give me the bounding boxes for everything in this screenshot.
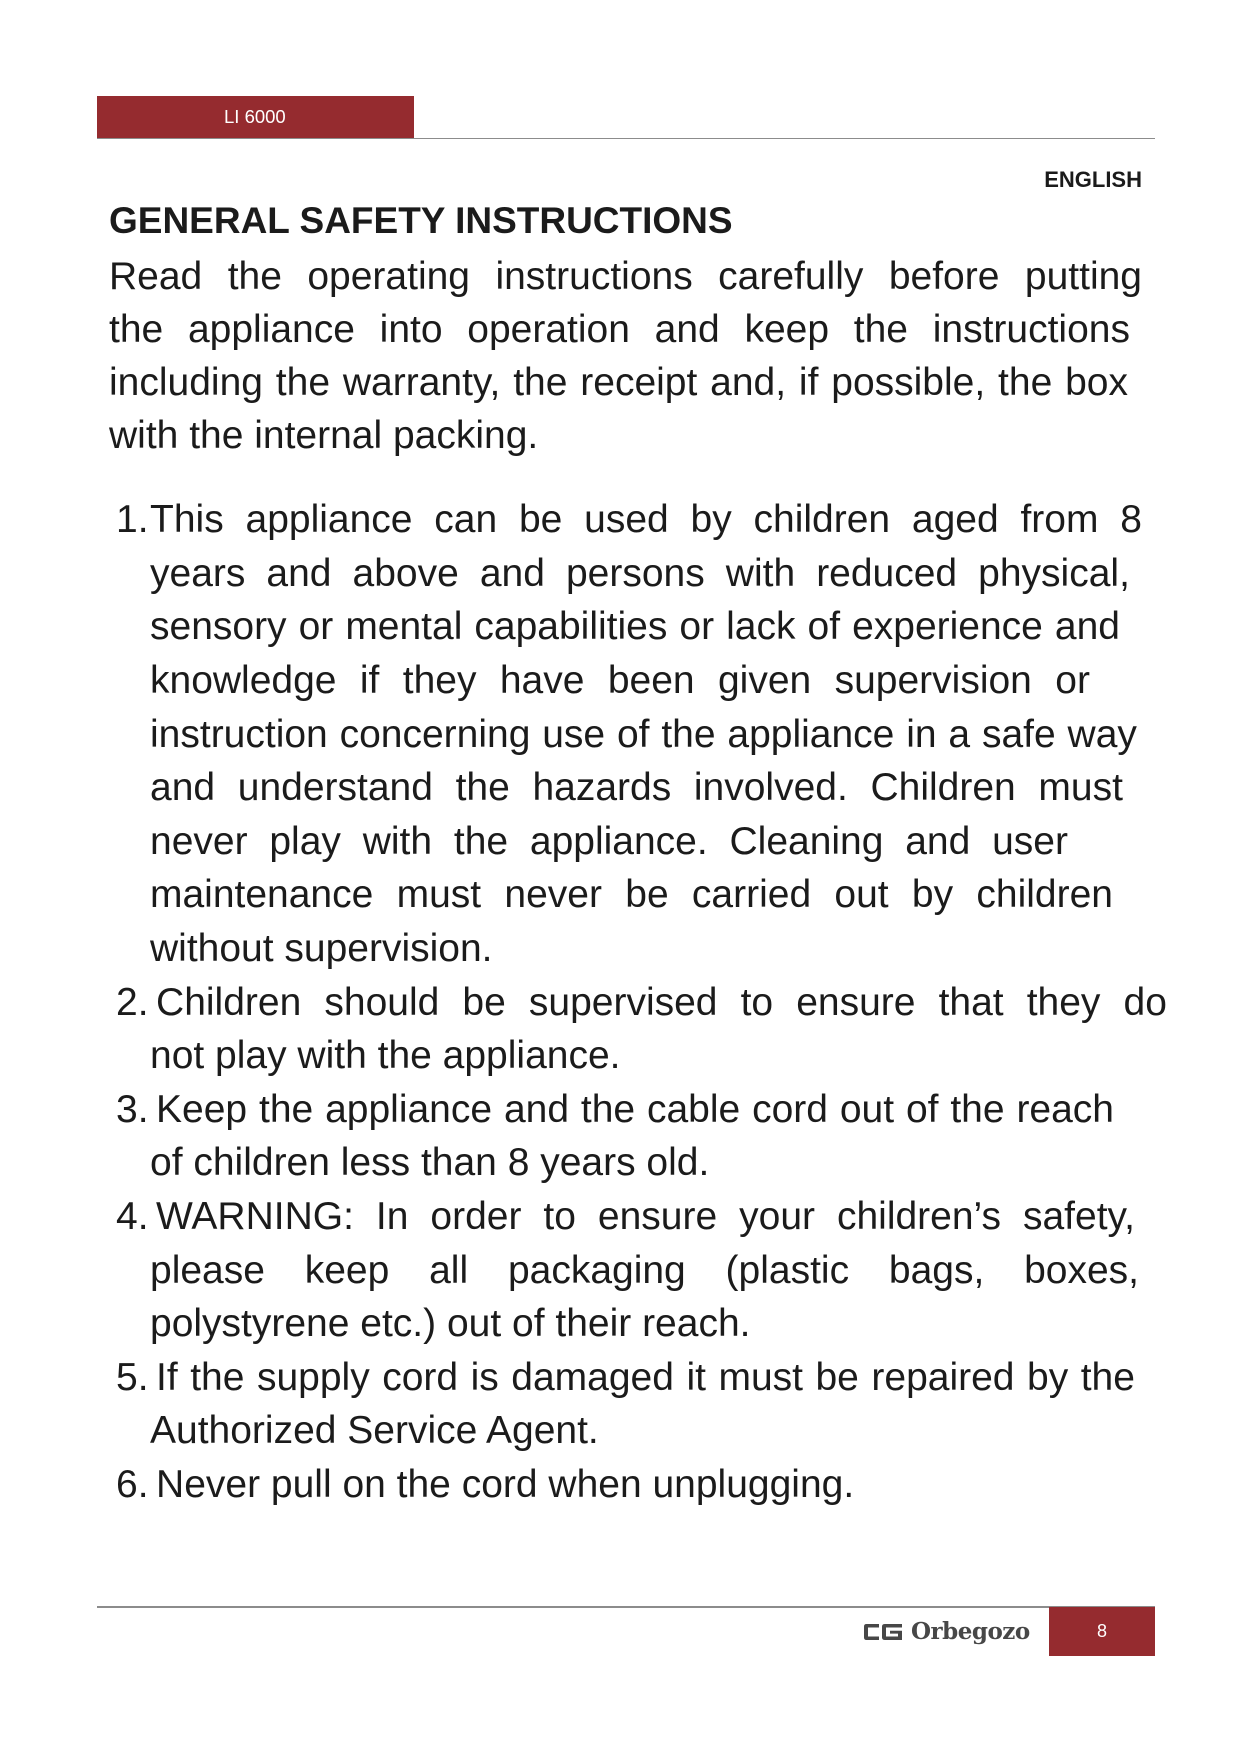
word: the	[853, 308, 908, 351]
item-first-line	[116, 1458, 1241, 1512]
word: in	[906, 712, 937, 756]
word: experience	[852, 605, 1043, 649]
item-line	[156, 1351, 1135, 1405]
word: 8	[1120, 498, 1142, 542]
header-bar	[97, 96, 414, 138]
word: and	[905, 819, 971, 863]
word: by	[911, 873, 954, 917]
word: the	[453, 819, 509, 863]
word: the	[513, 361, 568, 404]
word: the	[227, 255, 282, 298]
word: can	[434, 498, 498, 542]
model-label: LI 6000	[224, 106, 286, 127]
word: of	[905, 1087, 939, 1131]
word: be	[625, 873, 669, 917]
word: the	[580, 1087, 636, 1131]
item-line: Authorized Service Agent.	[150, 1409, 599, 1453]
list-item	[0, 1083, 1241, 1190]
word: Children	[156, 980, 302, 1024]
word: and	[503, 1087, 570, 1131]
word: If	[156, 1355, 178, 1399]
word: reduced	[816, 551, 958, 595]
item-number: 1.	[116, 498, 149, 542]
word: and	[1054, 605, 1120, 649]
word: lack	[726, 605, 796, 649]
word: supply	[256, 1355, 370, 1399]
word: by	[1027, 1355, 1069, 1399]
item-first-line	[116, 1190, 1135, 1244]
word: and	[654, 308, 720, 351]
word: cord	[752, 1087, 828, 1131]
word: above	[352, 551, 459, 595]
list-item	[0, 493, 1241, 975]
item-line	[150, 654, 1090, 708]
word: and	[266, 551, 332, 595]
word: concerning	[339, 712, 531, 756]
word: way	[1067, 712, 1137, 756]
page-title: GENERAL SAFETY INSTRUCTIONS	[109, 200, 733, 241]
word: by	[690, 498, 732, 542]
word: maintenance	[150, 873, 374, 917]
item-first-line	[116, 976, 1167, 1030]
header-rule	[97, 138, 1155, 140]
word: and	[479, 551, 545, 595]
word: physical,	[978, 551, 1130, 595]
word: operating	[307, 255, 470, 298]
word: been	[607, 659, 695, 703]
word: to	[543, 1194, 576, 1238]
word: a	[948, 712, 971, 756]
item-line	[156, 1190, 1135, 1244]
footer-rule	[97, 1606, 1155, 1608]
item-line	[156, 976, 1167, 1030]
word: reach	[1016, 1087, 1114, 1131]
word: from	[1020, 498, 1099, 542]
word: possible,	[831, 361, 986, 404]
word: box	[1065, 361, 1128, 404]
word: your	[739, 1194, 815, 1238]
word: or	[298, 605, 334, 649]
word: instructions	[932, 308, 1130, 351]
item-line	[150, 868, 1113, 922]
word: be	[815, 1355, 859, 1399]
word: the	[661, 712, 716, 756]
word: order	[430, 1194, 522, 1238]
word: cable	[646, 1087, 741, 1131]
item-line	[156, 1083, 1114, 1137]
language-label: ENGLISH	[1044, 167, 1142, 192]
item-line	[150, 1244, 1139, 1298]
word: the	[190, 1355, 245, 1399]
word: putting	[1024, 255, 1142, 298]
word: the	[455, 766, 510, 810]
word: safety,	[1022, 1194, 1135, 1238]
word: please	[150, 1248, 265, 1292]
word: keep	[304, 1248, 390, 1292]
item-line	[150, 761, 1123, 815]
item-number: 5.	[116, 1355, 149, 1399]
word: Cleaning	[729, 819, 884, 863]
word: Read	[109, 255, 203, 298]
word: ensure	[796, 980, 916, 1024]
intro-line	[109, 356, 1128, 409]
word: carried	[691, 873, 812, 917]
word: capabilities	[474, 605, 668, 649]
word: the	[109, 308, 164, 351]
item-number: 2.	[116, 980, 149, 1024]
word: persons	[565, 551, 705, 595]
word: carefully	[718, 255, 864, 298]
word: never	[150, 819, 248, 863]
word: Children	[870, 766, 1016, 810]
word: repaired	[871, 1355, 1015, 1399]
word: and	[150, 766, 216, 810]
word: supervision	[834, 659, 1032, 703]
word: In	[375, 1194, 409, 1238]
word: into	[379, 308, 443, 351]
item-first-line	[116, 493, 1142, 547]
word: that	[938, 980, 1004, 1024]
word: appliance	[727, 712, 895, 756]
brand-name: Orbegozo	[911, 1618, 1030, 1645]
word: is	[470, 1355, 499, 1399]
item-line	[150, 708, 1137, 762]
item-line: polystyrene etc.) out of their reach.	[150, 1302, 751, 1346]
item-line	[150, 493, 1142, 547]
word: sensory	[150, 605, 287, 649]
word: warranty,	[342, 361, 501, 404]
word: should	[324, 980, 440, 1024]
word: or	[1055, 659, 1090, 703]
word: bags,	[888, 1248, 985, 1292]
word: the	[1080, 1355, 1135, 1399]
item-line: Never pull on the cord when unplugging.	[156, 1462, 855, 1506]
word: mental	[345, 605, 463, 649]
word: including	[109, 361, 263, 404]
word: instruction	[150, 712, 328, 756]
item-line: without supervision.	[150, 927, 493, 970]
word: or	[679, 605, 715, 649]
item-line: not play with the appliance.	[150, 1034, 621, 1078]
word: the	[998, 361, 1053, 404]
word: instructions	[495, 255, 693, 298]
intro-line: with the internal packing.	[109, 414, 539, 457]
word: (plastic	[725, 1248, 850, 1292]
item-line	[150, 547, 1130, 601]
word: user	[992, 819, 1068, 863]
item-first-line	[116, 1083, 1114, 1137]
item-line: of children less than 8 years old.	[150, 1141, 710, 1185]
word: ensure	[597, 1194, 718, 1238]
word: must	[396, 873, 482, 917]
word: the	[950, 1087, 1005, 1131]
word: supervised	[528, 980, 718, 1024]
word: they	[402, 659, 477, 703]
word: packaging	[507, 1248, 686, 1292]
intro-paragraph	[109, 250, 1149, 462]
word: children’s	[836, 1194, 1002, 1238]
word: appliance	[325, 1087, 493, 1131]
brand-mark-icon	[863, 1622, 903, 1642]
word: appliance	[187, 308, 355, 351]
word: used	[584, 498, 669, 542]
word: use	[542, 712, 606, 756]
page-number: 8	[1096, 1621, 1107, 1641]
word: keep	[744, 308, 830, 351]
item-number: 3.	[116, 1087, 149, 1131]
page-number-box	[1049, 1607, 1155, 1656]
word: receipt	[580, 361, 698, 404]
list-item	[0, 1458, 1241, 1512]
item-line	[150, 600, 1120, 654]
word: have	[499, 659, 585, 703]
item-number: 4.	[116, 1194, 149, 1238]
intro-line	[109, 250, 1142, 303]
instruction-list	[0, 493, 1241, 1511]
item-number: 6.	[116, 1462, 149, 1506]
word: be	[462, 980, 506, 1024]
word: understand	[237, 766, 433, 810]
word: must	[1038, 766, 1123, 810]
word: the	[275, 361, 331, 404]
intro-line	[109, 303, 1130, 356]
word: hazards	[532, 766, 672, 810]
word: and,	[710, 361, 787, 404]
word: if	[359, 659, 380, 703]
word: operation	[467, 308, 630, 351]
word: involved.	[693, 766, 848, 810]
word: damaged	[511, 1355, 674, 1399]
word: never	[504, 873, 602, 917]
word: all	[429, 1248, 469, 1292]
word: must	[718, 1355, 803, 1399]
word: to	[740, 980, 774, 1024]
word: appliance.	[529, 819, 708, 863]
list-item	[0, 1351, 1241, 1458]
word: safe	[981, 712, 1056, 756]
item-line	[150, 815, 1068, 869]
word: Keep	[156, 1087, 248, 1131]
word: out	[839, 1087, 895, 1131]
word: of	[616, 712, 650, 756]
list-item	[0, 1190, 1241, 1351]
word: before	[888, 255, 1000, 298]
word: WARNING:	[156, 1194, 354, 1238]
word: children	[976, 873, 1113, 917]
word: out	[834, 873, 889, 917]
word: they	[1026, 980, 1101, 1024]
word: of	[807, 605, 841, 649]
word: if	[798, 361, 819, 404]
word: do	[1123, 980, 1167, 1024]
word: children	[753, 498, 891, 542]
word: knowledge	[150, 659, 337, 703]
word: appliance	[245, 498, 413, 542]
item-first-line	[116, 1351, 1135, 1405]
word: it	[686, 1355, 706, 1399]
word: play	[269, 819, 341, 863]
word: cord	[382, 1355, 459, 1399]
word: boxes,	[1024, 1248, 1139, 1292]
word: given	[717, 659, 812, 703]
word: years	[150, 551, 246, 595]
word: aged	[911, 498, 999, 542]
list-item	[0, 976, 1241, 1083]
word: with	[725, 551, 796, 595]
word: with	[362, 819, 433, 863]
word: the	[259, 1087, 314, 1131]
word: be	[518, 498, 563, 542]
word: This	[150, 498, 224, 542]
